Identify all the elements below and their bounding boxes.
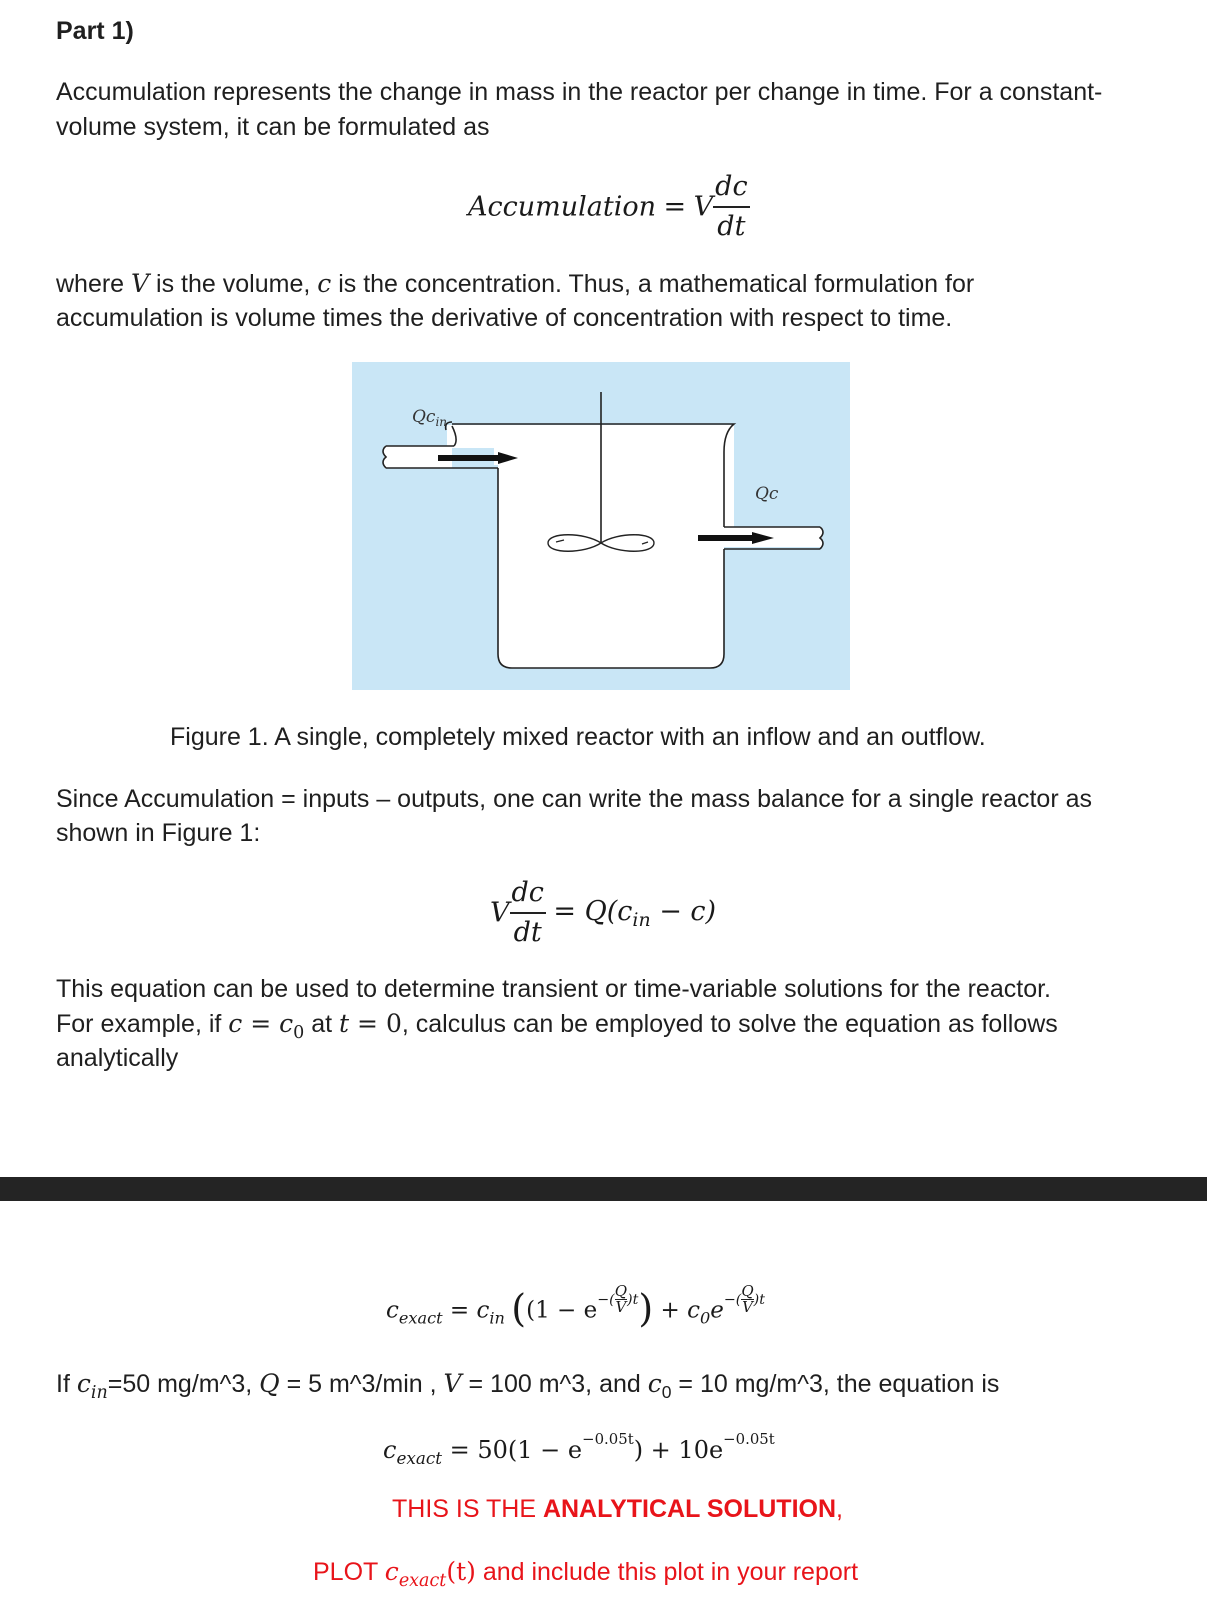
eq2-fraction <box>510 876 546 950</box>
numeric-equation: $c_{exact} = 50(1 - e^{-0.05t}) + 10e^{-0.05t}$ <box>383 1430 775 1468</box>
intro-line-2: volume system, it can be formulated as <box>56 113 490 141</box>
reactor-figure <box>352 362 850 690</box>
where-v: V <box>131 269 150 298</box>
where-text-a: where <box>56 270 132 298</box>
eq1-num: dc <box>713 170 749 208</box>
mass-balance-equation <box>490 876 716 950</box>
outflow-label: Qc <box>755 484 779 504</box>
eq2-den: dt <box>513 917 542 948</box>
analytical-equation: $c_{exact} = c_{in}$ ($(1 - e^{-( \frac{Q}{V} )t}) + c_0e^{-( \frac{Q}{V} )t}$ <box>386 1282 765 1331</box>
eq2-num: dc <box>510 876 546 914</box>
analytical-solution-note: THIS IS THE ANALYTICAL SOLUTION, <box>392 1495 843 1523</box>
eq3-exponent-2: −( Q V )t <box>723 1282 765 1316</box>
transient-line-1: This equation can be used to determine transient or time-variable solutions for the reactor. <box>56 975 1051 1003</box>
transient-line-3: analytically <box>56 1044 179 1072</box>
transient-line-2: For example, if $c = c_0$ at t = 0, calculus can be employed to solve the equation as follows <box>56 1009 1058 1043</box>
separator-bar <box>0 1177 1207 1201</box>
eq2-volume: V <box>490 897 510 929</box>
accumulation-equation <box>468 170 750 244</box>
inflow-label: $Qc_{in}$ <box>412 407 448 429</box>
eq1-fraction <box>713 170 749 244</box>
eq1-lhs: Accumulation <box>468 191 656 223</box>
where-line-1 <box>56 266 974 302</box>
eq2-rhs: = $Q(c_{in} - c)$ <box>553 895 717 931</box>
section-heading: Part 1) <box>56 17 134 45</box>
eq3-exponent-1: −( Q V )t <box>597 1282 639 1316</box>
since-line-2: shown in Figure 1: <box>56 819 261 847</box>
where-text-c: is the concentration. Thus, a mathematical formulation for <box>331 270 975 298</box>
where-line-2: accumulation is volume times the derivative of concentration with respect to time. <box>56 304 953 332</box>
plot-instruction: PLOT $c_{exact}(t)$ and include this plot in your report <box>313 1557 859 1591</box>
where-c: c <box>317 269 332 298</box>
intro-line-1: Accumulation represents the change in mass in the reactor per change in time. For a constant- <box>56 78 1103 106</box>
eq1-equals: = <box>663 191 687 223</box>
figure-caption: Figure 1. A single, completely mixed reactor with an inflow and an outflow. <box>170 723 986 751</box>
parameters-line: If $c_{in}=50$ mg/m^3, Q = 5 m^3/min , V = 100 m^3, and $c_0 = 10$ mg/m^3, the equation is <box>56 1369 1000 1403</box>
since-line-1: Since Accumulation = inputs – outputs, one can write the mass balance for a single reactor as <box>56 785 1092 813</box>
eq1-volume: V <box>693 191 714 223</box>
where-text-b: is the volume, <box>149 270 318 298</box>
eq1-den: dt <box>717 211 746 242</box>
